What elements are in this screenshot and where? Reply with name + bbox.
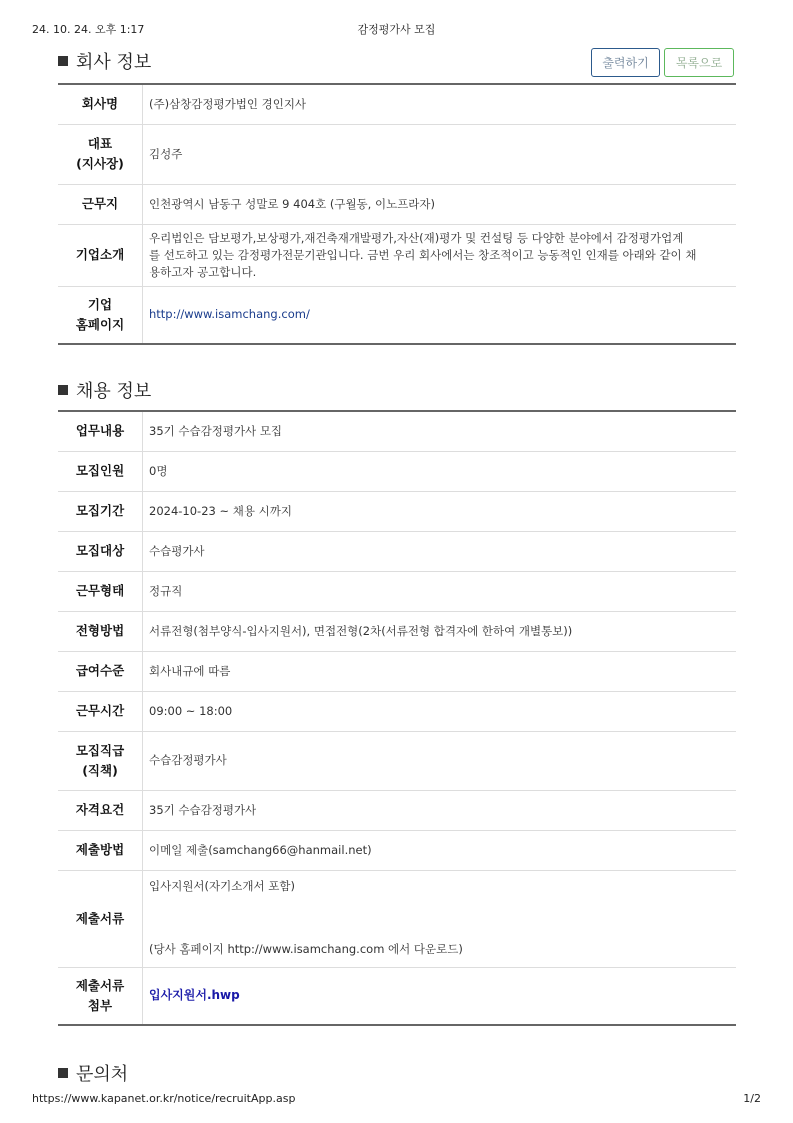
table-row [58, 286, 736, 344]
row-label: 업무내용 [58, 411, 143, 451]
table-row [58, 451, 736, 491]
row-label: 근무지 [58, 184, 143, 224]
row-value: 이메일 제출(samchang66@hanmail.net) [143, 830, 737, 870]
table-row [58, 731, 736, 790]
row-label: 자격요건 [58, 790, 143, 830]
print-button[interactable]: 출력하기 [591, 48, 660, 77]
table-row [58, 691, 736, 731]
table-row [58, 411, 736, 451]
row-label: 기업소개 [58, 224, 143, 286]
row-value: 입사지원서(자기소개서 포함) (당사 홈페이지 http://www.isamchang.com 에서 다운로드) [143, 870, 737, 967]
row-label: 근무시간 [58, 691, 143, 731]
back-to-list-button[interactable]: 목록으로 [664, 48, 734, 77]
table-row [58, 611, 736, 651]
row-label: 모집인원 [58, 451, 143, 491]
row-value: 우리법인은 담보평가,보상평가,재건축재개발평가,자산(재)평가 및 컨설팅 등 다양한 분야에서 감정평가업계 를 선도하고 있는 감정평가전문기관입니다. 금번 우리 회사에서는 창조적이고 능동적인 인재를 아래와 같이 채 용하고자 공고합니다. [143, 224, 737, 286]
row-value: 정규직 [143, 571, 737, 611]
row-value [143, 967, 737, 1025]
recruit-info-table [58, 410, 736, 1026]
row-label: 모집직급 (직책) [58, 731, 143, 790]
print-page-title: 감정평가사 모집 [357, 23, 436, 36]
row-value: 수습감정평가사 [143, 731, 737, 790]
table-row [58, 830, 736, 870]
contact-section-title: 문의처 [58, 1060, 128, 1086]
table-row [58, 790, 736, 830]
row-value: 김성주 [143, 124, 737, 184]
bullet-square-icon [58, 56, 68, 66]
company-info-table [58, 83, 736, 345]
company-section-title: 회사 정보 [58, 48, 151, 74]
row-label: 모집기간 [58, 491, 143, 531]
print-footer-url: https://www.kapanet.or.kr/notice/recruitApp.asp [32, 1092, 296, 1105]
row-value: (주)삼창감정평가법인 경인지사 [143, 84, 737, 124]
row-label: 대표 (지사장) [58, 124, 143, 184]
row-value [143, 286, 737, 344]
row-value: 회사내규에 따름 [143, 651, 737, 691]
row-value: 09:00 ~ 18:00 [143, 691, 737, 731]
row-label: 제출서류 [58, 870, 143, 967]
row-value: 35기 수습감정평가사 모집 [143, 411, 737, 451]
print-page-number: 1/2 [743, 1092, 761, 1105]
homepage-link[interactable]: http://www.isamchang.com/ [149, 307, 310, 322]
row-label: 제출방법 [58, 830, 143, 870]
table-row [58, 84, 736, 124]
row-label: 근무형태 [58, 571, 143, 611]
recruit-section-title: 채용 정보 [58, 377, 151, 403]
table-row [58, 124, 736, 184]
row-label: 기업 홈페이지 [58, 286, 143, 344]
bullet-square-icon [58, 1068, 68, 1078]
row-value: 35기 수습감정평가사 [143, 790, 737, 830]
row-label: 제출서류 첨부 [58, 967, 143, 1025]
table-row [58, 571, 736, 611]
table-row [58, 967, 736, 1025]
row-value: 2024-10-23 ~ 채용 시까지 [143, 491, 737, 531]
print-datetime: 24. 10. 24. 오후 1:17 [32, 23, 145, 36]
row-label: 모집대상 [58, 531, 143, 571]
row-label: 회사명 [58, 84, 143, 124]
row-label: 전형방법 [58, 611, 143, 651]
table-row [58, 184, 736, 224]
table-row [58, 224, 736, 286]
attachment-link[interactable]: 입사지원서.hwp [149, 988, 240, 1003]
table-row [58, 491, 736, 531]
table-row [58, 870, 736, 967]
row-label: 급여수준 [58, 651, 143, 691]
bullet-square-icon [58, 385, 68, 395]
row-value: 서류전형(첨부양식-입사지원서), 면접전형(2차(서류전형 합격자에 한하여 개별통보)) [143, 611, 737, 651]
row-value: 수습평가사 [143, 531, 737, 571]
table-row [58, 651, 736, 691]
row-value: 0명 [143, 451, 737, 491]
table-row [58, 531, 736, 571]
row-value: 인천광역시 남동구 성말로 9 404호 (구월동, 이노프라자) [143, 184, 737, 224]
